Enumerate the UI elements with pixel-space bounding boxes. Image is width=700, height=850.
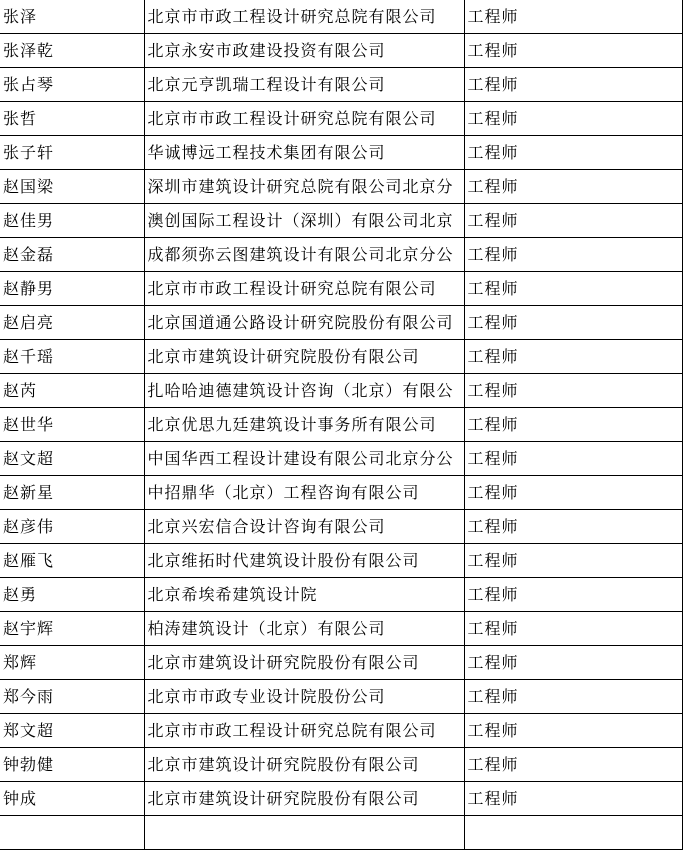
name-cell: 赵雁飞 [0,544,144,578]
organization-cell: 中招鼎华（北京）工程咨询有限公司 [144,476,464,510]
organization-cell: 成都须弥云图建筑设计有限公司北京分公 [144,238,464,272]
name-cell: 赵彦伟 [0,510,144,544]
title-cell: 工程师 [464,646,682,680]
title-cell: 工程师 [464,748,682,782]
title-cell: 工程师 [464,408,682,442]
name-cell: 张泽 [0,0,144,34]
name-cell: 赵文超 [0,442,144,476]
organization-cell: 柏涛建筑设计（北京）有限公司 [144,612,464,646]
organization-cell: 北京兴宏信合设计咨询有限公司 [144,510,464,544]
table-row-partial [0,816,682,850]
title-cell: 工程师 [464,476,682,510]
table-row [0,0,682,34]
organization-cell: 北京市建筑设计研究院股份有限公司 [144,340,464,374]
title-cell: 工程师 [464,34,682,68]
table-row [0,442,682,476]
title-cell: 工程师 [464,0,682,34]
table-row [0,272,682,306]
organization-cell: 北京市建筑设计研究院股份有限公司 [144,782,464,816]
name-cell: 郑今雨 [0,680,144,714]
table-row [0,714,682,748]
table-row [0,238,682,272]
table-row [0,782,682,816]
table-row [0,170,682,204]
title-cell: 工程师 [464,544,682,578]
name-cell: 张泽乾 [0,34,144,68]
title-cell: 工程师 [464,374,682,408]
table-row [0,340,682,374]
title-cell: 工程师 [464,68,682,102]
table-row [0,646,682,680]
title-cell: 工程师 [464,102,682,136]
organization-cell: 北京市市政专业设计院股份公司 [144,680,464,714]
organization-cell: 中国华西工程设计建设有限公司北京分公 [144,442,464,476]
title-cell: 工程师 [464,578,682,612]
table-row [0,34,682,68]
title-cell [464,816,682,850]
name-cell: 张占琴 [0,68,144,102]
title-cell: 工程师 [464,170,682,204]
name-cell: 钟勃健 [0,748,144,782]
table-row [0,612,682,646]
name-cell: 赵勇 [0,578,144,612]
table-row [0,680,682,714]
organization-cell: 北京优思九廷建筑设计事务所有限公司 [144,408,464,442]
name-cell: 赵静男 [0,272,144,306]
name-cell: 赵国梁 [0,170,144,204]
table-row [0,544,682,578]
title-cell: 工程师 [464,612,682,646]
table-row [0,748,682,782]
name-cell: 赵千瑶 [0,340,144,374]
organization-cell: 北京市市政工程设计研究总院有限公司 [144,0,464,34]
title-cell: 工程师 [464,510,682,544]
organization-cell: 北京市建筑设计研究院股份有限公司 [144,748,464,782]
table-row [0,578,682,612]
name-cell: 赵佳男 [0,204,144,238]
organization-cell: 扎哈哈迪德建筑设计咨询（北京）有限公 [144,374,464,408]
table-row [0,68,682,102]
name-cell: 张子轩 [0,136,144,170]
organization-cell: 北京永安市政建设投资有限公司 [144,34,464,68]
name-cell: 赵宇辉 [0,612,144,646]
name-cell: 郑辉 [0,646,144,680]
organization-cell: 北京市建筑设计研究院股份有限公司 [144,646,464,680]
name-cell: 赵世华 [0,408,144,442]
title-cell: 工程师 [464,306,682,340]
name-cell [0,816,144,850]
organization-cell: 北京希埃希建筑设计院 [144,578,464,612]
name-cell: 赵新星 [0,476,144,510]
table-row [0,306,682,340]
organization-cell: 北京市市政工程设计研究总院有限公司 [144,714,464,748]
title-cell: 工程师 [464,238,682,272]
title-cell: 工程师 [464,442,682,476]
table-row [0,408,682,442]
organization-cell: 北京维拓时代建筑设计股份有限公司 [144,544,464,578]
title-cell: 工程师 [464,714,682,748]
organization-cell [144,816,464,850]
name-cell: 张哲 [0,102,144,136]
table-row [0,136,682,170]
organization-cell: 深圳市建筑设计研究总院有限公司北京分 [144,170,464,204]
table-row [0,102,682,136]
title-cell: 工程师 [464,680,682,714]
organization-cell: 北京市市政工程设计研究总院有限公司 [144,102,464,136]
title-cell: 工程师 [464,204,682,238]
table-row [0,374,682,408]
name-cell: 赵启亮 [0,306,144,340]
title-cell: 工程师 [464,782,682,816]
name-cell: 郑文超 [0,714,144,748]
title-cell: 工程师 [464,136,682,170]
title-cell: 工程师 [464,272,682,306]
name-cell: 赵芮 [0,374,144,408]
table-row [0,510,682,544]
organization-cell: 北京市市政工程设计研究总院有限公司 [144,272,464,306]
name-cell: 钟成 [0,782,144,816]
organization-cell: 北京元亨凯瑞工程设计有限公司 [144,68,464,102]
organization-cell: 澳创国际工程设计（深圳）有限公司北京 [144,204,464,238]
title-cell: 工程师 [464,340,682,374]
organization-cell: 华诚博远工程技术集团有限公司 [144,136,464,170]
name-cell: 赵金磊 [0,238,144,272]
organization-cell: 北京国道通公路设计研究院股份有限公司 [144,306,464,340]
table-row [0,204,682,238]
table-row [0,476,682,510]
